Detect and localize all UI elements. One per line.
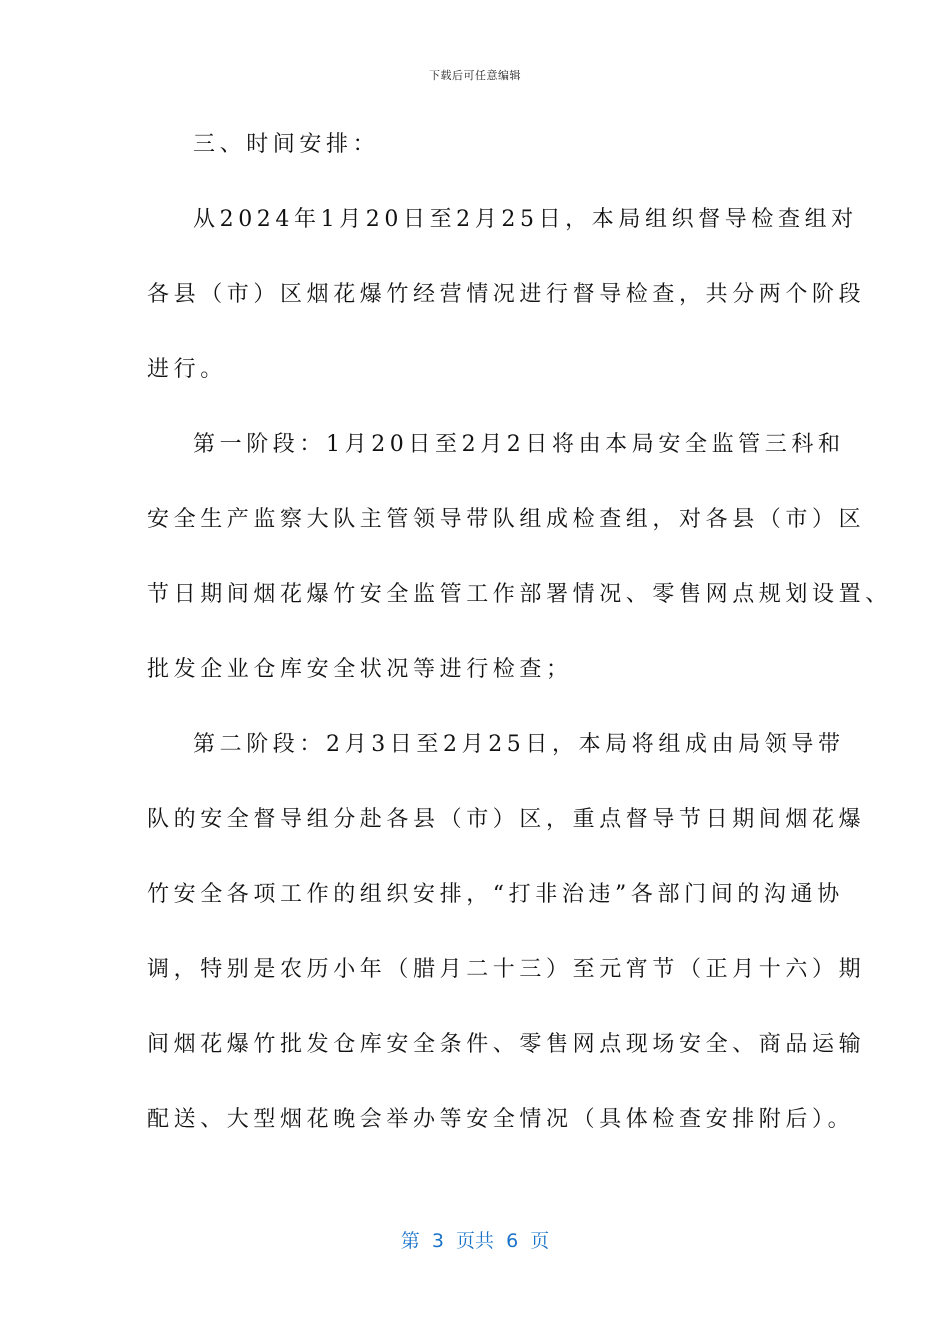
page-number-footer: 第 3 页共 6 页 [400, 1230, 550, 1252]
section-heading: 三、时间安排： [193, 132, 380, 157]
header-note: 下载后可任意编辑 [429, 69, 521, 82]
paragraph-line: 各县（市）区烟花爆竹经营情况进行督导检查，共分两个阶段 [147, 282, 866, 307]
paragraph-line: 批发企业仓库安全状况等进行检查； [147, 657, 573, 682]
paragraph-line: 安全生产监察大队主管领导带队组成检查组，对各县（市）区 [147, 507, 866, 532]
paragraph-line: 竹安全各项工作的组织安排，“打非治违”各部门间的沟通协 [147, 882, 844, 907]
paragraph-line: 第一阶段：1月20日至2月2日将由本局安全监管三科和 [193, 432, 845, 457]
paragraph-line: 进行。 [147, 357, 227, 382]
paragraph-line: 调，特别是农历小年（腊月二十三）至元宵节（正月十六）期 [147, 957, 866, 982]
paragraph-line: 第二阶段：2月3日至2月25日，本局将组成由局领导带 [193, 732, 845, 757]
paragraph-line: 配送、大型烟花晚会举办等安全情况（具体检查安排附后）。 [147, 1107, 855, 1132]
paragraph-line: 节日期间烟花爆竹安全监管工作部署情况、零售网点规划设置、 [147, 582, 892, 607]
paragraph-line: 间烟花爆竹批发仓库安全条件、零售网点现场安全、商品运输 [147, 1032, 866, 1057]
paragraph-line: 从2024年1月20日至2月25日，本局组织督导检查组对 [193, 207, 858, 232]
paragraph-line: 队的安全督导组分赴各县（市）区，重点督导节日期间烟花爆 [147, 807, 866, 832]
